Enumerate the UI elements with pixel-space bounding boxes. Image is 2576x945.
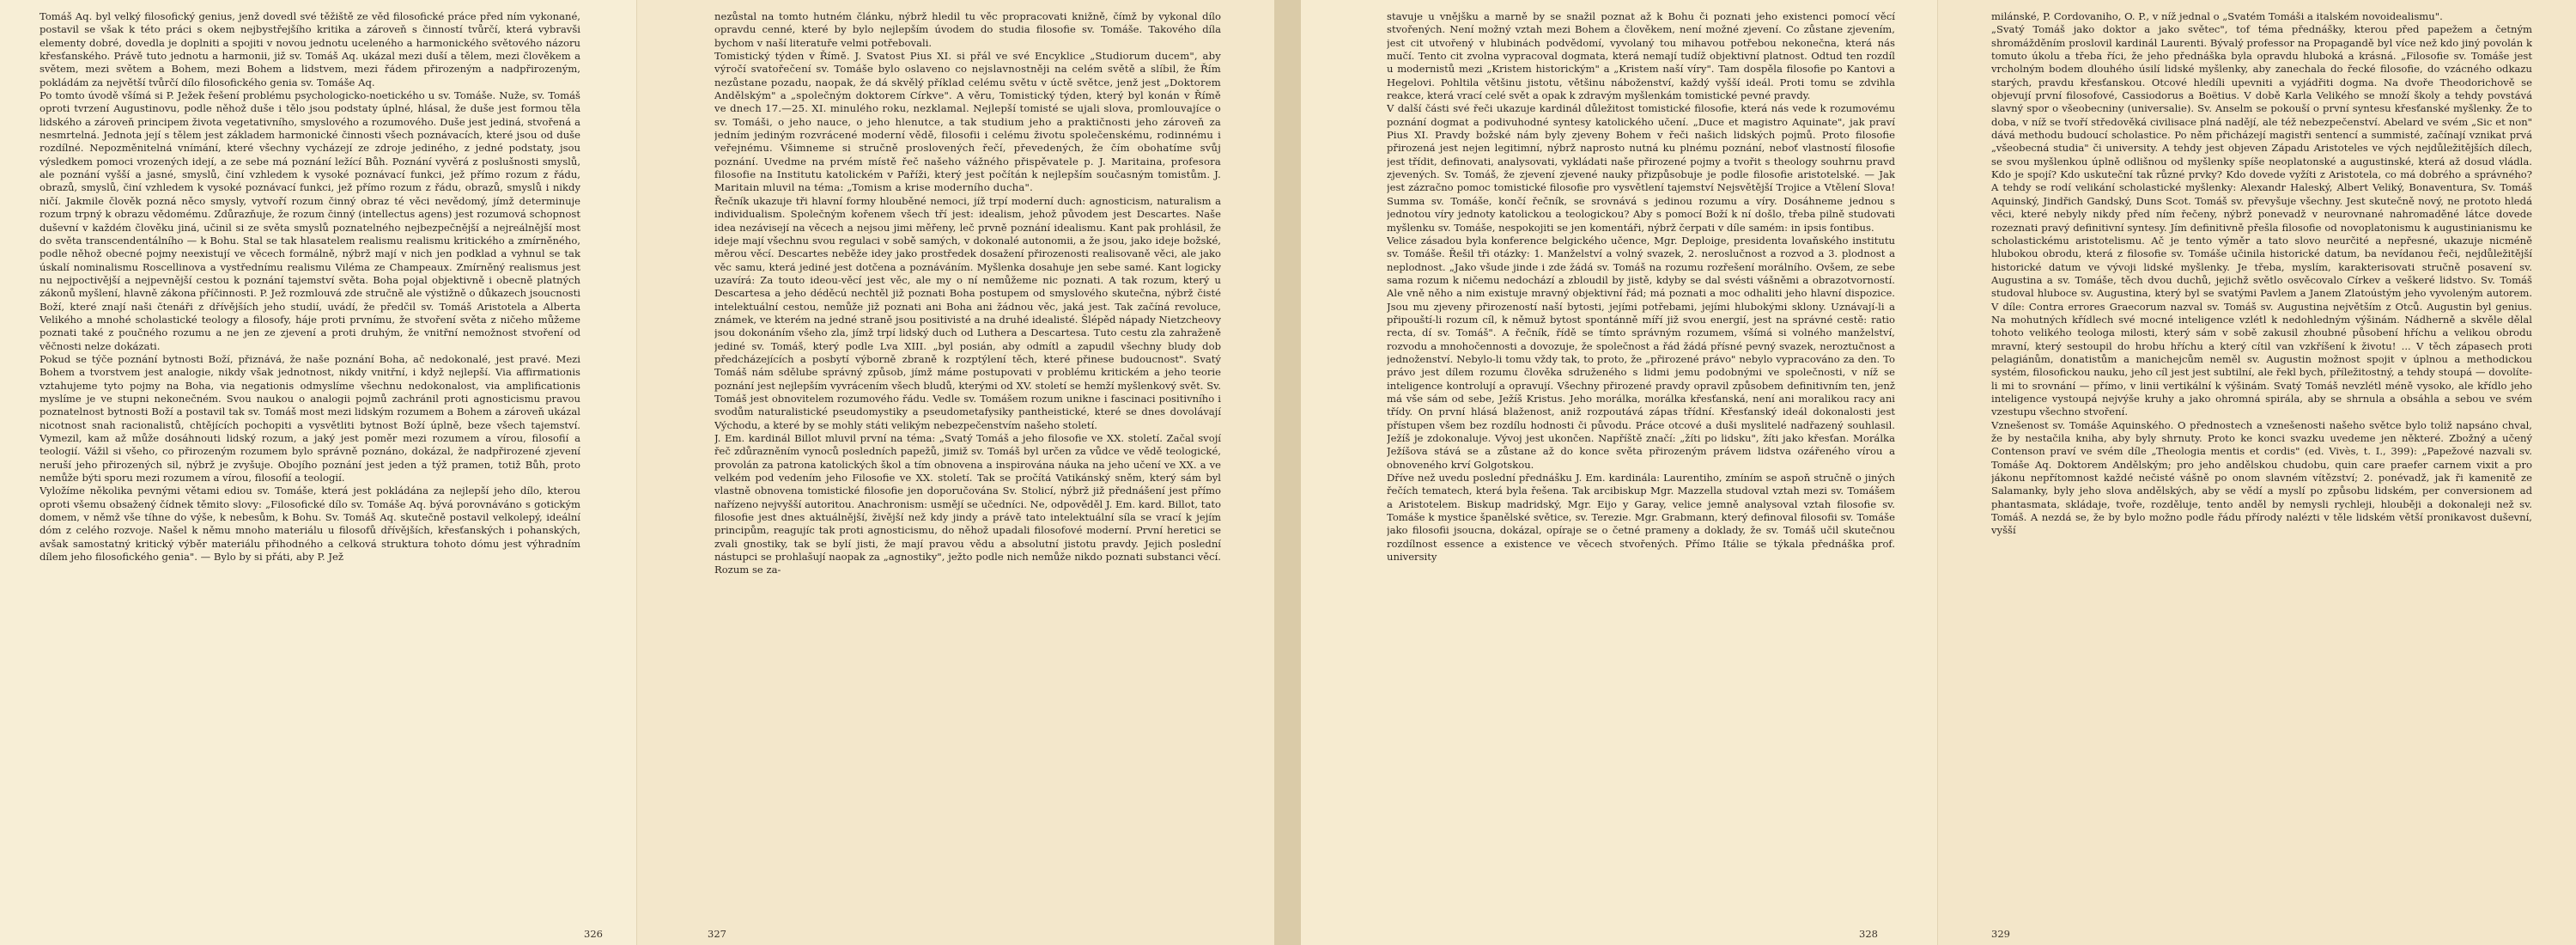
page-text <box>39 10 580 921</box>
paragraph: stavuje u vnějšku a marně by se snažil poznat až k Bohu či poznati jeho existenci pomocí věcí stvořených. Není možný vztah mezi Bohem a člověkem, není možné zjevení. Co zůstane zjevením, jest cit utvořený v hlubinách podvědomí, vyvolaný tou mihavou potřebou nekonečna, která nás mučí. Tento cit zvolna vypracoval dogmata, která nemají tudíž objektivní platnost. Odtud ten rozdíl u modernistů mezi „Kristem historickým" a „Kristem naší víry". Tam dospěla filosofie po Kantovi a Hegelovi. Pohltila většinu jistotu, většinu náboženství, každý vyšší ideál. Proti tomu se zdvihla reakce, která vrací celé svět a opak k zdravým myšlenkám tomistické pevné pravdy. <box>1387 10 1895 102</box>
paragraph: Vznešenost sv. Tomáše Aquinského. O přednostech a vznešenosti našeho světce bylo toliž napsáno chval, že by nestačila kniha, aby byly shrnuty. Proto ke konci svazku uvedeme jen některé. Zbožný a učený Contenson praví ve svém díle „Theologia mentis et cordis" (ed. Vivès, t. I., 399): „Papežové nazvali sv. Tomáše Aq. Doktorem Andělským; pro jeho andělskou chudobu, quin care praefer carnem vixit a pro jákonu nepřítomnost každé nečisté vášně po onom slavném vítězství; 2. ponévadž, jak ři kamenitě ze Salamanky, byly jeho slova andělských, aby se vědí a myslí po způsobu lidském, per conversionem ad phantasmata, skládaje, tvoře, rozděluje, tento anděl by nemysli rychleji, hlouběji a dokonaleji než sv. Tomáš. A nezdá se, že by bylo možno podle řádu přírody nalézti v těle lidském větší pronikavost duševní, vyšší <box>1991 418 2532 537</box>
page-left-2 <box>1301 0 1938 945</box>
paragraph: J. Em. kardinál Billot mluvil první na téma: „Svatý Tomáš a jeho filosofie ve XX. století. Začal svojí řeč zdůrazněním vynoců posledních papežů, jimiž sv. Tomáš byl určen za vůdce ve vědě teologické, provolán za patrona katolických škol a tím obnovena a inspirována náuka na jeho učení ve XX. a ve velkém pod vedením jeho Filosofie ve XX. století. Tak se pročítá Vatikánský sněm, který sám byl vlastně obnovena tomistické filosofie jen doporučována Sv. Stolicí, nýbrž již přednášení jest přímo nařízeno nejvyšší autoritou. Anachronism: usmějí se učedníci. Ne, odpověděl J. Em. kard. Billot, tato filosofie jest dnes aktuálnější, živější než kdy jindy a právě tato intelektuální síla se vrací k jejím principům, reagujíc tak proti agnosticismu, do něhož upadali filosofové moderní. První heretici se zvali gnostiky, tak se bylí jisti, že mají pravou vědu a absolutní jistotu pravdy. Jejich poslední nástupci se prohlašují naopak za „agnostiky", ježto podle nich nemůže nikdo poznati substanci věcí. Rozum se za- <box>714 432 1221 576</box>
page-number: 327 <box>708 928 726 940</box>
page-left-1 <box>0 0 637 945</box>
page-text <box>1387 10 1895 921</box>
book-gutter <box>1274 0 1301 945</box>
paragraph: milánské, P. Cordovaniho, O. P., v níž jednal o „Svatém Tomáši a italském novoidealismu". <box>1991 10 2443 22</box>
paragraph: Pokud se týče poznání bytnosti Boží, přiznává, že naše poznání Boha, ač nedokonalé, jest pravé. Mezi Bohem a tvorstvem jest analogie, nikdy však jednotnost, nikdy vnitřní, i když nejlepší. Via affirmationis vztahujeme tyto pojmy na Boha, via negationis odmyslíme všechnu nedokonalost, via amplificationis myslíme je ve stupni nekonečném. Svou naukou o analogii pojmů zachránil proti agnosticismu pravou poznatelnost bytnosti Boží a postavil tak sv. Tomáš most mezi lidským rozumem a Bohem a zároveň ukázal nicotnost snah racionalistů, chtějících pochopiti a vysvětliti bytnost Boží úplně, beze všech tajemství. Vymezil, kam až může dosáhnouti lidský rozum, a jaký jest poměr mezi rozumem a vírou, filosofií a teologií. Vážil si všeho, co přirozeným rozumem bylo správně poznáno, dokázal, že nadpřirozené zjevení neruší jeho přirozených sil, nýbrž je zvyšuje. Obojího poznání jest jeden a týž pramen, totiž Bůh, proto nemůže býti sporu mezi rozumem a vírou, filosofií a teologií. <box>39 352 580 485</box>
page-number: 328 <box>1859 928 1878 940</box>
paragraph: Po tomto úvodě všímá si P. Ježek řešení problému psychologicko-noetického u sv. Tomáše. Nuže, sv. Tomáš oproti tvrzení Augustinovu, podle něhož duše i tělo jsou podstaty úplné, hlásal, že duše jest formou těla lidského a zároveň principem života vegetativního, smyslového a rozumového. Duše jest jediná, stvořená a nesmrtelná. Jednota její s tělem jest základem harmonické činnosti všech poznávacích, které jsou od duše rozdílné. Nepozměnitelná vnímání, které všechny vycházejí ze zdroje jediného, z jedné podstaty, jsou výsledkem pomoci vrozených idejí, a ze sebe má poznání ležící Bůh. Poznání vyvěrá z poslušnosti smyslů, ale poznání vyšší a jasné, smyslů, činí vzhledem k vysoké poznávací funkci, jež přímo rozum z řádu, obrazů, smyslů, činí vzhledem k vysoké poznávací funkci, jež přímo rozum z řádu, obrazů, smyslů i nikdy ničí. Jakmile člověk pozná něco smysly, vytvoří rozum činný obraz té věci nevědomý, jímž determinuje rozum trpný k obrazu vědomému. Zdůrazňuje, že rozum činný (intellectus agens) jest rozumová schopnost duševní v každém člověku jiná, učinil si ze světa smyslů poznatelného nejbezpečnější a nejreálnější most do světa transcendentálního — k Bohu. Stal se tak hlasatelem realismu realismu kritického a zmírněného, podle něhož obecné pojmy neexistují ve věcech formálně, nýbrž mají v nich jen podklad a vyhnul se tak úskalí nominalismu Roscellinova a vystřednímu realismu Viléma ze Champeaux. Zmírněný realismus jest nu nejpoctivější a nejpevnější cestou k poznání tajemství světa. Boha pojal objektivně i obecně platných zákonů myšlení, hlavně zákona příčinnosti. P. Jež rozmlouvá zde stručně ale výstižně o důkazech jsoucnosti Boží, které znají naši čtenáři z dřívějších jeho studií, uvádí, že předčil sv. Tomáš Aristotela a Alberta Velikého a mnohé scholastické teology a filosofy, háje proti prvnímu, že stvoření světa z ničeho můžeme poznati také z poučného rozumu a ne jen ze zjevení a proti druhým, že vnitřní nemožnost stvoření od věčnosti nelze dokázati. <box>39 89 580 352</box>
paragraph: „Svatý Tomáš jako doktor a jako světec", tof téma přednášky, kterou před papežem a četným shromážděním proslovil kardinál Laurenti. Bývalý professor na Propagandě byl více než kdo jiný povolán k tomuto úkolu a třeba říci, že jeho přednáška byla opravdu hluboká a krásná. „Filosofie sv. Tomáše jest vrcholným bodem dlouhého úsilí lidské myšlenky, aby zanechala do řecké filosofie, do vzácného odkazu starých, pravdu křesťanskou. Otcové hledíli upevniti a vyjádřiti dogma. Na dvoře Theodorichově se objevují první filosofové, Cassiodorus a Boëtius. V době Karla Velikého se množí školy a tehdy povstává slavný spor o všeobecniny (universalie). Sv. Anselm se pokouší o první syntesu křesťanské myšlenky. Že to doba, v níž se tvoří středověká civilisace plná nadějí, ale též nebezpečenství. Abelard ve svém „Sic et non" dává methodu budoucí scholastice. Po něm přicházejí magistři sentencí a summisté, začínají vznikat prvá „všeobecná studia" či university. A tehdy jest objeven Západu Aristoteles ve vých nejdůležitějších dílech, se svou myšlenkou úplně odlišnou od myšlenky spíše neoplatonské a augustinské, která až dosud vládla. Kdo je spojí? Kdo uskuteční tak různé prvky? Kdo dovede vyžíti z Aristotela, co má dobrého a správného? A tehdy se rodí velikání scholastické myšlenky: Alexandr Haleský, Albert Veliký, Bonaventura, Sv. Tomáš Aquinský, Jindřich Gandský, Duns Scot. Tomáš sv. převyšuje všechny. Jest skutečně nový, ne prototo hledá věci, které nebyly nikdy před ním řečeny, nýbrž ponevadž v neurovnané nahromaděné látce dovede rozeznati pravý definitivní syntesy. Jím definitivně přešla filosofie od novoplatonismu k augustinianismu ke scholastickému aristotelismu. Ač je tento výměr a tato slovo neurčité a nepřesné, ukazuje nicméně hlubokou obrodu, která z filosofie sv. Tomáše učinila historické datum, ba nevídanou řeči, nejdůležitější historické datum ve vývoji lidské myšlenky. Je třeba, myslím, karakterisovati stručně posavení sv. Augustina a sv. Tomáše, těch dvou duchů, jejichž světlo osvěcovalo Církev a veškeré lidstvo. Sv. Tomáš studoval hluboce sv. Augustina, který byl se svatými Pavlem a Janem Zlatoústým jeho vyvoleným autorem. V díle: Contra errores Graecorum nazval sv. Tomáš sv. Augustina největším z Otců. Augustin byl genius. Na mohutných křídlech své mocné inteligence vzlétl k nedohledným výšinám. Nádherně a skvěle dělal tohoto velikého teologa milosti, který sám v sobě zakusil zhoubné působení hříchu a velikou obrodu mravní, který sestoupil do hrobu hříchu a který cítil van vzkříšení k životu! ... V těch zápasech proti pelagiánům, donatistům a manichejcům neměl sv. Augustin možnost spojit v úplnou a methodickou systém, filosofickou nauku, jeho cíl jest jest subtilní, ale řekl bych, příležitostný, a tehdy stoupá — dovolíte-li mi to srovnání — přímo, v linii vertikální k výšinám. Svatý Tomáš nevzlétl méně vysoko, ale křídlo jeho inteligence vystoupá nejvýše kruhy a jako ohromná spirála, aby se shrnula a obsáhla a sebou ve svém vzestupu všechno stvoření. <box>1991 23 2532 418</box>
page-right-2 <box>1938 0 2576 945</box>
page-number: 326 <box>584 928 603 940</box>
paragraph: Řečník ukazuje tři hlavní formy hlouběné nemoci, jíž trpí moderní duch: agnosticism, naturalism a individualism. Společným kořenem všech tří jest: idealism, jehož původem jest Descartes. Naše idea nezávisejí na věcech a nejsou jimi měřeny, leč prvně poznání idealismu. Kant pak prohlásil, že ideje mají všechnu svou regulaci v sobě samých, v dokonalé autonomii, a že jsou, jako ideje božské, měrou věcí. Descartes neběže idey jako prostředek dosažení přirozenosti realisovaně věci, ale jako věc samu, která jediné jest dotčena a poznáváním. Myšlenka dosahuje jen sebe samé. Kant logicky uzavírá: Za touto ideou-věcí jest věc, ale my o ní nemůžeme nic poznati. A tak rozum, který u Descartesa a jeho déděcú nechtěl již poznati Boha postupem od smyslového skutečna, nýbrž čisté intelektuální cestou, nemůže již poznati ani Boha ani žádnou věc, jaká jest. Tak začíná revoluce, známek, ve kterém na jedné straně jsou positivisté a na druhé idealisté. Šlépěd nápady Nietzcheovy jsou dokonáním všeho zla, jímž trpí lidský duch od Luthera a Descartesa. Tuto cestu zla zahraženě jediné sv. Tomáš, který podle Lva XIII. „byl posián, aby odmítl a zapudil všechny bludy dob předcházejících a posbytí výborně zbraně k rozptýlení těch, které přinese budoucnost". Svatý Tomáš nám sdělube správný způsob, jímž máme postupovati v problému kritickém a jeho teorie poznání jest nejlepším vyvrácením všech bludů, kterými od XV. století se hemží myšlenkový svět. Sv. Tomáš jest obnovitelem rozumového řádu. Vedle sv. Tomášem rozum unikne i fascinaci positivního i svodům naturalistické pseudomystiky a pseudometafysiky pantheistické, které se dnes dovolávají Východu, a které by se mohly státi velikým nebezpečenstvím našeho století. <box>714 194 1221 431</box>
page-right-1 <box>637 0 1274 945</box>
page-text <box>1991 10 2532 921</box>
paragraph: Velice zásadou byla konference belgického učence, Mgr. Deploige, presidenta lovaňského institutu sv. Tomáše. Řešil tři otázky: 1. Manželství a volný svazek, 2. neroslučnost a rozvod a 3. plodnost a neplodnost. „Jako všude jinde i zde žádá sv. Tomáš na rozumu rozřešení morálního. Ovšem, ze sebe sama rozum k ničemu nedochází a zbloudil by jistě, kdyby se dal svésti vášněmi a obrazotvorností. Ale vně něho a nim existuje mravný objektivní řád; má poznati a moc odhaliti jeho hlavní dispozice. Jsou mu zjeveny přirozeností naší bytosti, jejími potřebami, jejími hlubokými sklony. Uznávají-li a připouští-li rozum cíl, k němuž bytost spontánně míří již svou energií, jest na správné cestě: ratio recta, dí sv. Tomáš". A řečník, řídě se tímto správným rozumem, všímá si volného manželství, rozvodu a mnohočennosti a dovozuje, že společnost a řád žádá přísné pevný svazek, neroztučnost a jednoženství. Nebylo-li tomu vždy tak, to proto, že „přirozené právo" nebylo vypracováno za den. To právo jest dílem rozumu člověka sdruženého s lidmi jemu podobnými ve společnosti, v níž se inteligence kontrolují a opravují. Všechny přirozené pravdy opravil způsobem definitivním ten, jenž má vše sám od sebe, Ježíš Kristus. Jeho morálka, morálka křesťanská, není ani moralikou racy ani třídy. On první hlásá blaženost, aniž rozpoutává zápas třídní. Křesťanský ideál dokonalosti jest přístupen všem bez rozdílu hodnosti či původu. Práce otcové a duši myslitelé nadřazený souhlasil. Ježíš je zdokonaluje. Vývoj jest ukončen. Napříště značí: „žíti po lidsku", žíti jako křesťan. Morálka Ježíšova stává se a zůstane až do konce světa přirozeným právem lidstva ozářeného vírou a obnoveného krví Golgotskou. <box>1387 234 1895 471</box>
page-number: 329 <box>1991 928 2010 940</box>
section-paragraph: Tomistický týden v Římě. J. Svatost Pius XI. si přál ve své Encyklice „Studiorum ducem", aby výročí svatořečení sv. Tomáše bylo oslaveno co nejslavnostněji na celém světě a slíbil, že Řím nezůstane pozadu, naopak, že dá skvělý příklad celému světu v úctě světce, jenž jest „Doktorem Andělským" a „společným doktorem Církve". A věru, Tomistický týden, který byl konán v Římě ve dnech 17.—25. XI. minulého roku, nezklamal. Nejlepší tomisté se ujali slova, promlouvajíce o sv. Tomáši, o jeho nauce, o jeho hlenutce, a tak studium jeho a praktičnosti jeho zároveň za jedním jediným rozvrácené moderní vědě, filosofii i celému životu společenskému, rodinnému i veřejnému. Všimneme si stručně proslovených řečí, převedených, že čím obohatíme svůj poznání. Uvedme na prvém místě řeč našeho vážného přispěvatele p. J. Maritaina, profesora filosofie na Institutu katolickém v Paříži, který jest počítán k nejlepším současným tomistům. J. Maritain mluvil na téma: „Tomism a krise moderního ducha". <box>714 50 1221 194</box>
paragraph: Tomáš Aq. byl velký filosofický genius, jenž dovedl své těžiště ze věd filosofické práce před ním vykonané, postavil se však k této práci s okem nejbystřejšího kritika a zároveň s činností tvůrčí, která vybravši elementy dobré, dovedla je doplniti a spojiti v novou jednotu uceleného a harmonického světového názoru křesťanského. Právě tuto jednotu a harmonii, již sv. Tomáš Aq. ukázal mezi duší a tělem, mezi člověkem a světem, mezi světem a Bohem, mezi Bohem a lidstvem, mezi řádem přirozeným a nadpřirozeným, pokládám za největší tvůrčí dílo filosofického genia sv. Tomáše Aq. <box>39 10 580 88</box>
paragraph: nezůstal na tomto hutném článku, nýbrž hledil tu věc propracovati knižně, čímž by vykonal dílo opravdu cenné, které by bylo nejlepším úvodem do studia filosofie sv. Tomáše. Takového díla bychom v naší literatuře velmi potřebovali. <box>714 10 1221 49</box>
paragraph: V další části své řeči ukazuje kardinál důležitost tomistické filosofie, která nás vede k rozumovému poznání dogmat a podivuhodné syntesy katolického učení. „Duce et magistro Aquinate", jak praví Pius XI. Pravdy božské nám byly zjeveny Bohem v řeči našich lidských pojmů. Proto filosofie přirozená jest nejen legitimní, nýbrž naprosto nutná ku plnému poznání, neboť vlastností filosofie jest třídit, definovati, analysovati, vykládati naše přirozené pojmy a tvořit s theology souhrnu pravd zjevených. Sv. Tomáš, že zjevení zjevené nauky přizpůsobuje je podle filosofie aristotelské. — Jak jest zázračno pomoc tomistické filosofie pro vysvětlení tajemství Nejsvětější Trojice a Vtělení Slova! Summa sv. Tomáše, končí řečník, se srovnává s jedinou rozumu a víry. Dosáhneme jednou s jednotou víry jednoty katolickou a teologickou? Aby s pomocí Boží k ní došlo, třeba pilně studovati myšlenku sv. Tomáše, nespokojiti se jen komentáři, nýbrž čerpati v díle samém: in ipsis fontibus. <box>1387 102 1895 234</box>
paragraph: Vyložíme několika pevnými větami ediou sv. Tomáše, která jest pokládána za nejlepší jeho dílo, kterou oproti všemu obsažený čídnek těmito slovy: „Filosofické dílo sv. Tomáše Aq. bývá porovnáváno s gotickým domem, v němž vše tíhne do výše, k nebesům, k Bohu. Sv. Tomáš Aq. skutečně postavil velkolepý, ideální dóm z celého rozvoje. Našel k němu mnoho materiálu u filosofů dřívějších, křesťanských i pohanských, avšak samostatný kritický výběr materiálu přihodného a celková struktura tohoto dómu jest výhradním dílem jeho filosofického genia". — Bylo by si přáti, aby P. Jež <box>39 485 580 564</box>
paragraph: Dříve než uvedu poslední přednášku J. Em. kardinála: Laurentiho, zmíním se aspoň stručně o jiných řečích tematech, která byla řešena. Tak arcibiskup Mgr. Mazzella studoval vztah mezi sv. Tomášem a Aristotelem. Biskup madridský, Mgr. Eijo y Garay, velice jemně analysoval vztah filosofie sv. Tomáše k mystice španělské světice, sv. Terezie. Mgr. Grabmann, který definoval filosofii sv. Tomáše jako filosofii jsoucna, dokázal, opíraje se o četné prameny a doklady, že sv. Tomáš učil skutečnou rozdílnost essence a existence ve věcech stvořených. Přímo Itálie se týkala přednáška prof. university <box>1387 472 1895 564</box>
page-text <box>714 10 1221 921</box>
